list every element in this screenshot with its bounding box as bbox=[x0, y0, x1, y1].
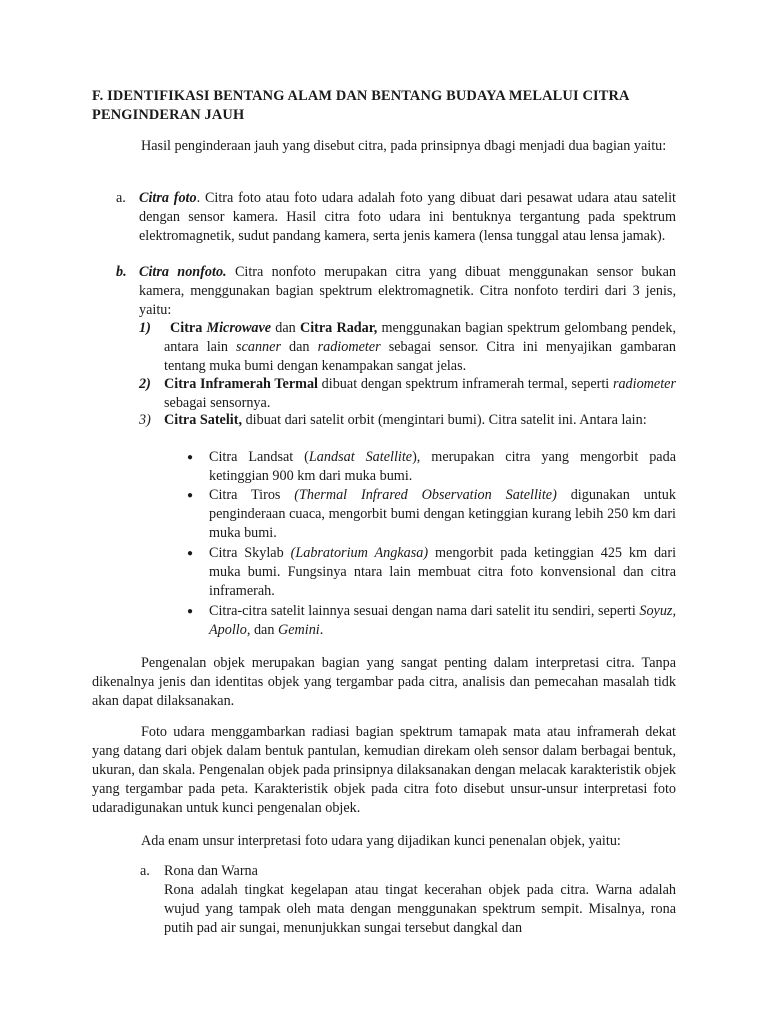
lainnya-italic-2: Gemini bbox=[277, 622, 320, 638]
skylab-pre: Citra Skylab bbox=[209, 545, 291, 561]
sub-item-satelit bbox=[164, 411, 676, 430]
list-item-citra-foto bbox=[139, 189, 676, 246]
bullet-item-tiros bbox=[209, 486, 676, 543]
bullet-item-landsat bbox=[209, 448, 676, 486]
paragraph-pengenalan: Pengenalan objek merupakan bagian yang sangat penting dalam interpretasi citra. Tanpa dikenalnya jenis dan identitas objek yang tergambar pada citra, analisis dan pemecahan masalah tidk akan dapat dilaksanakan. bbox=[92, 655, 676, 709]
list-label-a2: a. bbox=[140, 863, 150, 879]
sub1-and: dan bbox=[271, 320, 300, 336]
sub3-text: dibuat dari satelit orbit (mengintari bumi). Citra satelit ini. Antara lain: bbox=[242, 412, 647, 428]
sub-label-2: 2) bbox=[139, 376, 151, 392]
term-citra-foto: Citra foto bbox=[139, 190, 197, 206]
skylab-italic: (Labratorium Angkasa) bbox=[290, 545, 429, 561]
lainnya-italic: Soyuz, Apollo bbox=[209, 603, 676, 638]
sub1-text-b: dan bbox=[280, 339, 318, 355]
rona-warna-text: Rona adalah tingkat kegelapan atau tingat kecerahan objek pada citra. Warna adalah wujud yang tampak oleh mata dengan menggunakan spektrum sempit. Misalnya, rona putih pad air sungai, menunjukkan sungai tersebut dangkal dan bbox=[164, 882, 676, 936]
landsat-post: ), merupakan citra yang mengorbit pada ketinggian 900 km dari muka bumi. bbox=[209, 449, 676, 484]
sub2-text-a: dibuat dengan spektrum inframerah termal, seperti bbox=[317, 376, 613, 392]
sub-item-inframerah bbox=[164, 375, 676, 413]
list-label-a: a. bbox=[116, 190, 126, 206]
sub-label-3: 3) bbox=[139, 412, 151, 428]
bullet-icon: ● bbox=[187, 606, 194, 617]
term-citra-1: Citra bbox=[170, 320, 207, 336]
tiros-italic: (Thermal Infrared Observation Satellite) bbox=[294, 487, 557, 503]
term-inframerah-termal: Citra Inframerah Termal bbox=[164, 376, 318, 392]
paragraph-foto-udara: Foto udara menggambarkan radiasi bagian spektrum tamapak mata atau inframerah dekat yang datang dari objek dalam bentuk pantulan, kemudian direkam oleh sensor dalam berbagai bentuk, ukuran, dan skala. Pengenalan objek pada prinsipnya dilaksanakan dengan melacak karakteristik objek yang tergambar pada peta. Karakteristik objek pada citra foto disebut unsur-unsur interpretasi foto udaradigunakan untuk kunci pengenalan objek. bbox=[92, 724, 676, 816]
lainnya-post: . bbox=[319, 622, 324, 638]
bullet-item-lainnya bbox=[209, 602, 676, 640]
sub1-text-a: menggunakan bagian spektrum gelombang pendek, antara lain bbox=[164, 320, 676, 355]
citra-foto-text: . Citra foto atau foto udara adalah foto yang dibuat dari pesawat udara atau satelit dengan sensor kamera. Hasil citra foto udara ini bentuknya tergantung pada spektrum elektromagnetik, sudut pandang kamera, serta jenis kamera (lensa tunggal atau lensa jamak). bbox=[139, 190, 676, 244]
term-citra-nonfoto: Citra nonfoto. bbox=[139, 264, 227, 280]
term-scanner: scanner bbox=[236, 339, 281, 355]
term-citra-satelit: Citra Satelit, bbox=[164, 412, 243, 428]
list-item-rona-warna bbox=[164, 862, 676, 938]
paragraph-enam-unsur: Ada enam unsur interpretasi foto udara yang dijadikan kunci penenalan objek, yaitu: bbox=[141, 833, 621, 849]
lainnya-mid: , dan bbox=[246, 622, 278, 638]
term-citra-radar: Citra Radar, bbox=[299, 320, 378, 336]
bullet-icon: ● bbox=[187, 452, 194, 463]
bullet-item-skylab bbox=[209, 544, 676, 601]
sub1-text-c: sebagai sensor. Citra ini menyajikan gambaran tentang muka bumi dengan kenampakan sangat jelas. bbox=[164, 339, 676, 374]
skylab-post: mengorbit pada ketinggian 425 km dari muka bumi. Fungsinya ntara lain membuat citra foto konvensional dan citra inframerah. bbox=[209, 545, 677, 599]
rona-warna-heading: Rona dan Warna bbox=[164, 863, 258, 879]
term-radiometer-1: radiometer bbox=[317, 339, 381, 355]
landsat-pre: Citra Landsat ( bbox=[209, 449, 309, 465]
term-radiometer-2: radiometer bbox=[612, 376, 676, 392]
citra-nonfoto-text: Citra nonfoto merupakan citra yang dibuat menggunakan sensor bukan kamera, menggunakan bagian spektrum elektromagnetik. Citra nonfoto terdiri dari 3 jenis, yaitu: bbox=[139, 264, 676, 318]
term-microwave: Microwave bbox=[206, 320, 272, 336]
sub2-text-b: sebagai sensornya. bbox=[164, 395, 271, 411]
sub-label-1: 1) bbox=[139, 320, 151, 336]
sub-item-microwave bbox=[164, 319, 676, 376]
section-title: F. IDENTIFIKASI BENTANG ALAM DAN BENTANG BUDAYA MELALUI CITRA PENGINDERAN JAUH bbox=[92, 88, 629, 123]
list-label-b: b. bbox=[116, 264, 127, 280]
tiros-post: digunakan untuk penginderaan cuaca, mengorbit bumi dengan ketinggian kurang lebih 250 km dari muka bumi. bbox=[209, 487, 676, 541]
bullet-icon: ● bbox=[187, 490, 194, 501]
intro-paragraph: Hasil penginderaan jauh yang disebut citra, pada prinsipnya dbagi menjadi dua bagian yaitu: bbox=[141, 138, 667, 154]
landsat-italic: Landsat Satellite bbox=[308, 449, 413, 465]
list-item-citra-nonfoto bbox=[139, 263, 676, 320]
lainnya-pre: Citra-citra satelit lainnya sesuai dengan nama dari satelit itu sendiri, seperti bbox=[209, 603, 640, 619]
tiros-pre: Citra Tiros bbox=[209, 487, 295, 503]
bullet-icon: ● bbox=[187, 548, 194, 559]
